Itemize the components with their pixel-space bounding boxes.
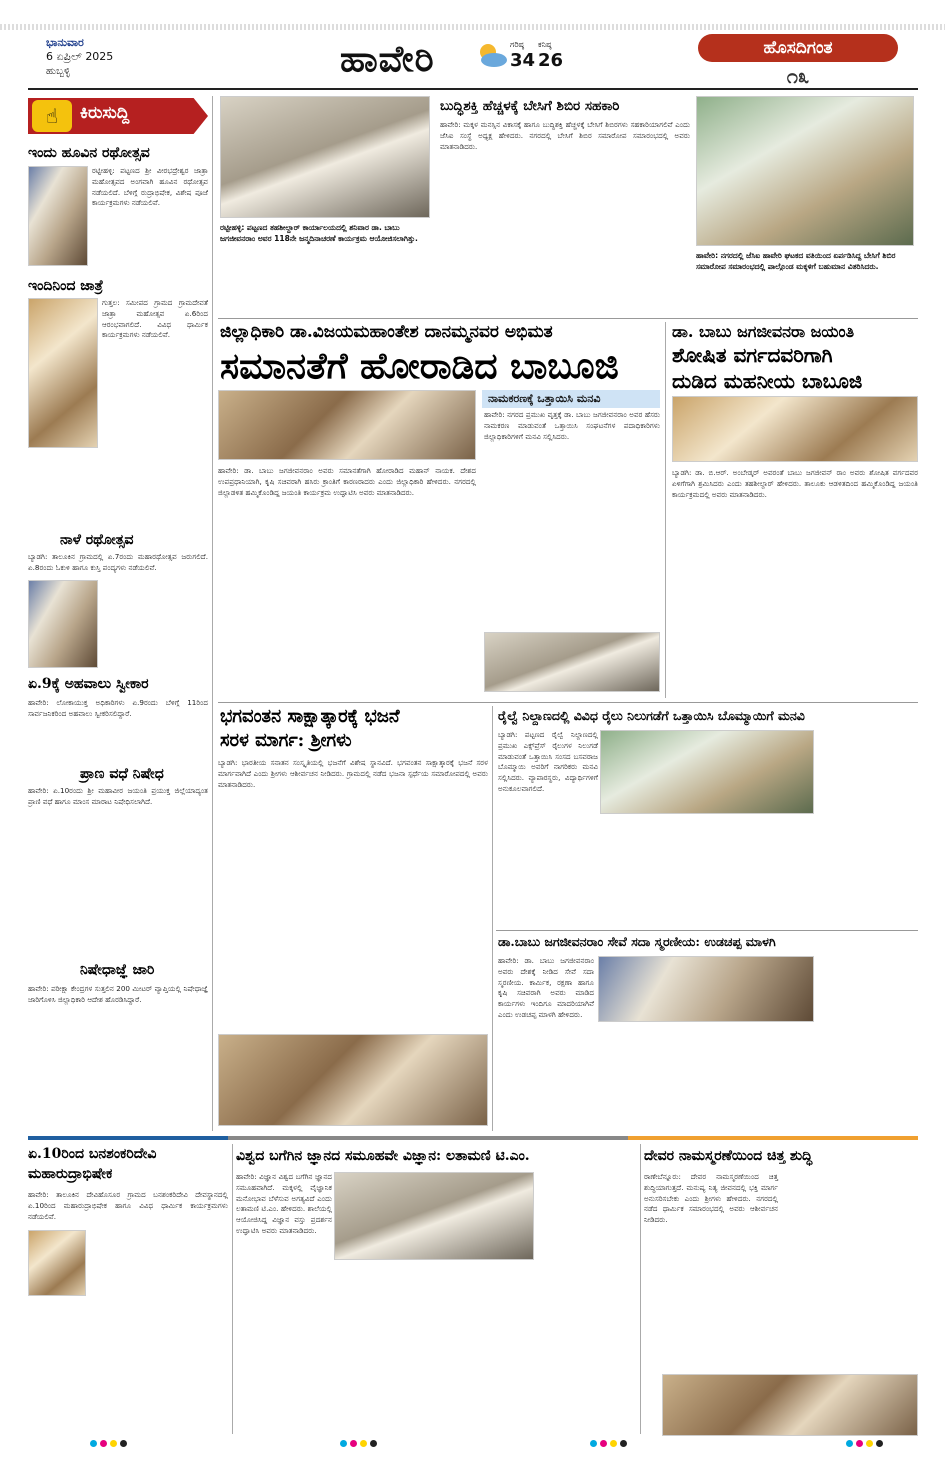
bhajan-headline-2: ಸರಳ ಮಾರ್ಗ: ಶ್ರೀಗಳು [220, 730, 352, 751]
bottom-bar-orange [628, 1136, 918, 1140]
brand-logo [698, 34, 898, 92]
section-rule-3 [496, 930, 918, 931]
section-rule-1 [218, 318, 918, 319]
column-rule-5 [640, 1144, 641, 1434]
railway-headline: ರೈಲ್ವೆ ನಿಲ್ದಾಣದಲ್ಲಿ ವಿವಿಧ ರೈಲು ನಿಲುಗಡೆಗೆ ಒತ್ತಾಯಿಸಿ ಬೊಮ್ಮಾಯಿಗೆ ಮನವಿ [498, 708, 805, 723]
section-rule-2 [218, 702, 918, 703]
namasmarane-photo [662, 1374, 918, 1436]
brief-body-3: ಬ್ಯಾಡಗಿ: ತಾಲೂಕಿನ ಗ್ರಾಮದಲ್ಲಿ ಏ.7ರಂದು ಮಹಾರಥೋತ್ಸವ ಜರುಗಲಿದೆ. ಏ.8ರಂದು ಓಕುಳಿ ಹಾಗೂ ಕುಸ್ತಿ ಪಂದ್ಯಗಳು ನಡೆಯಲಿವೆ. [28, 552, 208, 572]
railway-photo [600, 730, 814, 814]
namasmarane-headline: ದೇವರ ನಾಮಸ್ಮರಣೆಯಿಂದ ಚಿತ್ತ ಶುದ್ಧಿ [644, 1148, 813, 1164]
masthead [0, 0, 945, 92]
main-kicker: ಜಿಲ್ಲಾಧಿಕಾರಿ ಡಾ.ವಿಜಯಮಹಾಂತೇಶ ದಾನಮ್ಮನವರ ಅಭಿಮತ [220, 322, 553, 342]
column-rule-4 [232, 1144, 233, 1434]
brief-body-6: ಹಾವೇರಿ: ಪರೀಕ್ಷಾ ಕೇಂದ್ರಗಳ ಸುತ್ತಲಿನ 200 ಮೀಟರ್ ವ್ಯಾಪ್ತಿಯಲ್ಲಿ ನಿಷೇಧಾಜ್ಞೆ ಜಾರಿಗೊಳಿಸಿ ಜಿಲ್ಲಾಧಿಕಾರಿ ಆದೇಶ ಹೊರಡಿಸಿದ್ದಾರೆ. [28, 984, 208, 1004]
max-temp: 34 [510, 50, 536, 71]
tahsildar-office-photo [220, 96, 430, 218]
edition-title: ಹಾವೇರಿ [340, 38, 435, 80]
udasappa-headline: ಡಾ.ಬಾಬು ಜಗಜೀವನರಾಂ ಸೇವೆ ಸದಾ ಸ್ಮರಣೀಯ: ಉಡಚಪ್ಪ ಮಾಳಗಿ [498, 934, 776, 949]
min-temp-label: ಕನಿಷ್ಠ [538, 40, 552, 49]
jayanti-photo [672, 396, 918, 462]
brief-title-4: ಏ.9ಕ್ಕೆ ಅಹವಾಲು ಸ್ವೀಕಾರ [28, 676, 149, 692]
main-headline: ಸಮಾನತೆಗೆ ಹೋರಾಡಿದ ಬಾಬೂಜಿ [220, 345, 619, 387]
brief-title-1: ಇಂದು ಹೂವಿನ ರಥೋತ್ಸವ [28, 145, 150, 161]
main-body: ಹಾವೇರಿ: ಡಾ. ಬಾಬು ಜಗಜೀವನರಾಂ ಅವರು ಸಮಾನತೆಗಾಗಿ ಹೋರಾಡಿದ ಮಹಾನ್ ನಾಯಕ. ದೇಶದ ಉಪಪ್ರಧಾನಿಯಾಗಿ, ಕೃಷಿ ಸಚಿವರಾಗಿ ಹಸಿರು ಕ್ರಾಂತಿಗೆ ಕಾರಣರಾದರು ಎಂದು ಜಿಲ್ಲಾಧಿಕಾರಿ ಹೇಳಿದರು. ನಗರದಲ್ಲಿ ಜಿಲ್ಲಾಡಳಿತ ಹಮ್ಮಿಕೊಂಡಿದ್ದ ಜಯಂತಿ ಕಾರ್ಯಕ್ರಮ ಉದ್ಘಾಟಿಸಿ ಅವರು ಮಾತನಾಡಿದರು. [218, 466, 476, 497]
registration-marks-2 [340, 1440, 377, 1447]
banashankari-body: ಹಾವೇರಿ: ತಾಲೂಕಿನ ದೇವಿಹೊಸೂರ ಗ್ರಾಮದ ಬನಶಂಕರಿದೇವಿ ದೇವಸ್ಥಾನದಲ್ಲಿ ಏ.10ರಿಂದ ಮಹಾರುದ್ರಾಭಿಷೇಕ ಹಾಗೂ ವಿವಿಧ ಧಾರ್ಮಿಕ ಕಾರ್ಯಕ್ರಮಗಳು ನಡೆಯಲಿವೆ. [28, 1190, 228, 1221]
registration-marks-3 [590, 1440, 627, 1447]
chariot-photo-2 [28, 580, 98, 668]
masthead-stripe [0, 24, 945, 30]
weather-widget [474, 40, 564, 80]
brief-body-1: ರಟ್ಟೀಹಳ್ಳಿ: ಪಟ್ಟಣದ ಶ್ರೀ ವೀರಭದ್ರೇಶ್ವರ ಜಾತ್ರಾ ಮಹೋತ್ಸವದ ಅಂಗವಾಗಿ ಹೂವಿನ ರಥೋತ್ಸವ ನಡೆಯಲಿದೆ. ಬೆಳಿಗ್ಗೆ ರುದ್ರಾಭಿಷೇಕ, ವಿಶೇಷ ಪೂಜೆ ಕಾರ್ಯಕ್ರಮಗಳು ನಡೆಯಲಿವೆ. [92, 166, 208, 208]
udasappa-photo [598, 956, 814, 1022]
tahsildar-caption: ರಟ್ಟೀಹಳ್ಳಿ: ಪಟ್ಟಣದ ತಹಶೀಲ್ದಾರ್ ಕಾರ್ಯಾಲಯದಲ್ಲಿ ಶನಿವಾರ ಡಾ. ಬಾಬು ಜಗಜೀವನರಾಂ ಅವರ 118ನೇ ಜನ್ಮದಿನಾಚರಣೆ ಕಾರ್ಯಕ್ರಮ ಆಯೋಜಿಸಲಾಗಿತ್ತು. [220, 223, 418, 243]
date: 6 ಏಪ್ರಿಲ್ 2025 [46, 50, 114, 63]
brief-title-2: ಇಂದಿನಿಂದ ಜಾತ್ರೆ [28, 278, 104, 294]
kirusuddi-badge [28, 98, 208, 134]
memorandum-photo [484, 632, 660, 692]
bhajan-photo [218, 1034, 488, 1126]
namasmarane-body: ರಾಣೇಬೆನ್ನೂರು: ದೇವರ ನಾಮಸ್ಮರಣೆಯಿಂದ ಚಿತ್ತ ಶುದ್ಧಿಯಾಗುತ್ತದೆ. ಮನುಷ್ಯ ನಿತ್ಯ ಜೀವನದಲ್ಲಿ ಭಕ್ತಿ ಮಾರ್ಗ ಅನುಸರಿಸಬೇಕು ಎಂದು ಶ್ರೀಗಳು ಹೇಳಿದರು. ನಗರದಲ್ಲಿ ನಡೆದ ಧಾರ್ಮಿಕ ಸಮಾರಂಭದಲ್ಲಿ ಅವರು ಆಶೀರ್ವಚನ ನೀಡಿದರು. [644, 1172, 778, 1225]
main-event-photo [218, 390, 476, 460]
cloud-sun-icon [474, 40, 508, 70]
bottom-bar-blue [28, 1136, 228, 1140]
page-number: ೧೩ [786, 64, 810, 88]
summer-camp-photo [696, 96, 914, 246]
registration-marks-1 [90, 1440, 127, 1447]
brief-title-6: ನಿಷೇಧಾಜ್ಞೆ ಜಾರಿ [80, 962, 155, 978]
brief-body-4: ಹಾವೇರಿ: ಲೋಕಾಯುಕ್ತ ಅಧಿಕಾರಿಗಳು ಏ.9ರಂದು ಬೆಳಿಗ್ಗೆ 11ರಿಂದ ಸಾರ್ವಜನಿಕರಿಂದ ಅಹವಾಲು ಸ್ವೀಕರಿಸಲಿದ್ದಾರೆ. [28, 698, 208, 718]
memorandum-subhead: ನಾಮಕರಣಕ್ಕೆ ಒತ್ತಾಯಿಸಿ ಮನವಿ [482, 390, 660, 408]
bhajan-body: ಬ್ಯಾಡಗಿ: ಭಾರತೀಯ ಸನಾತನ ಸಂಸ್ಕೃತಿಯಲ್ಲಿ ಭಜನೆಗೆ ವಿಶೇಷ ಸ್ಥಾನವಿದೆ. ಭಗವಂತನ ಸಾಕ್ಷಾತ್ಕಾರಕ್ಕೆ ಭಜನೆ ಸರಳ ಮಾರ್ಗವಾಗಿದೆ ಎಂದು ಶ್ರೀಗಳು ಆಶೀರ್ವಚನ ನೀಡಿದರು. ಗ್ರಾಮದಲ್ಲಿ ನಡೆದ ಭಜನಾ ಸ್ಪರ್ಧೆಯ ಸಮಾರೋಪದಲ್ಲಿ ಅವರು ಮಾತನಾಡಿದರು. [218, 758, 488, 789]
brief-title-3: ನಾಳೆ ರಥೋತ್ಸವ [60, 532, 134, 548]
chariot-photo [28, 166, 88, 266]
brand-name: ಹೊಸದಿಗಂತ [698, 34, 898, 62]
science-body: ಹಾವೇರಿ: ವಿಜ್ಞಾನ ವಿಶ್ವದ ಬಗೆಗಿನ ಜ್ಞಾನದ ಸಮೂಹವಾಗಿದೆ. ಮಕ್ಕಳಲ್ಲಿ ವೈಜ್ಞಾನಿಕ ಮನೋಭಾವ ಬೆಳೆಸುವ ಅಗತ್ಯವಿದೆ ಎಂದು ಲತಾಮಣಿ ಟಿ.ಎಂ. ಹೇಳಿದರು. ಶಾಲೆಯಲ್ಲಿ ಆಯೋಜಿಸಿದ್ದ ವಿಜ್ಞಾನ ವಸ್ತು ಪ್ರದರ್ಶನ ಉದ್ಘಾಟಿಸಿ ಅವರು ಮಾತನಾಡಿದರು. [236, 1172, 332, 1235]
right-headline-2: ಶೋಷಿತ ವರ್ಗದವರಿಗಾಗಿ [672, 343, 833, 367]
city: ಹುಬ್ಬಳ್ಳಿ [46, 66, 71, 77]
memorandum-body: ಹಾವೇರಿ: ನಗರದ ಪ್ರಮುಖ ವೃತ್ತಕ್ಕೆ ಡಾ. ಬಾಬು ಜಗಜೀವನರಾಂ ಅವರ ಹೆಸರು ನಾಮಕರಣ ಮಾಡುವಂತೆ ಒತ್ತಾಯಿಸಿ ಸಂಘಟನೆಗಳ ಪದಾಧಿಕಾರಿಗಳು ಜಿಲ್ಲಾಧಿಕಾರಿಗಳಿಗೆ ಮನವಿ ಸಲ್ಲಿಸಿದರು. [484, 410, 660, 441]
goddess-photo [28, 1230, 86, 1296]
masthead-rule [28, 88, 918, 90]
science-headline: ವಿಶ್ವದ ಬಗೆಗಿನ ಜ್ಞಾನದ ಸಮೂಹವೇ ವಿಜ್ಞಾನ: ಲತಾಮಣಿ ಟಿ.ಎಂ. [236, 1148, 530, 1164]
column-rule-2 [665, 322, 666, 698]
railway-body-cont [818, 730, 918, 926]
right-body: ಬ್ಯಾಡಗಿ: ಡಾ. ಬಿ.ಆರ್. ಅಂಬೇಡ್ಕರ್ ಅವರಂತೆ ಬಾಬು ಜಗಜೀವನ್ ರಾಂ ಅವರು ಶೋಷಿತ ವರ್ಗದವರ ಏಳಿಗೆಗಾಗಿ ಶ್ರಮಿಸಿದರು ಎಂದು ತಹಶೀಲ್ದಾರ್ ಹೇಳಿದರು. ತಾಲೂಕು ಆಡಳಿತದಿಂದ ಹಮ್ಮಿಕೊಂಡಿದ್ದ ಜಯಂತಿ ಕಾರ್ಯಕ್ರಮದಲ್ಲಿ ಅವರು ಮಾತನಾಡಿದರು. [672, 468, 918, 499]
kirusuddi-label: ಕಿರುಸುದ್ದಿ [80, 103, 130, 123]
column-rule-3 [492, 706, 493, 1131]
camp-headline: ಬುದ್ಧಿಶಕ್ತಿ ಹೆಚ್ಚಳಕ್ಕೆ ಬೇಸಿಗೆ ಶಿಬಿರ ಸಹಕಾರಿ [440, 98, 620, 114]
banashankari-headline-2: ಮಹಾರುದ್ರಾಭಿಷೇಕ [28, 1166, 113, 1182]
registration-marks-4 [846, 1440, 883, 1447]
camp-caption: ಹಾವೇರಿ: ನಗರದಲ್ಲಿ ಜೆಸಿಐ ಹಾವೇರಿ ಘಟಕದ ವತಿಯಿಂದ ಏರ್ಪಡಿಸಿದ್ದ ಬೇಸಿಗೆ ಶಿಬಿರ ಸಮಾರೋಪ ಸಮಾರಂಭದಲ್ಲಿ ಪಾಲ್ಗೊಂಡ ಮಕ್ಕಳಿಗೆ ಬಹುಮಾನ ವಿತರಿಸಿದರು. [696, 251, 896, 271]
bottom-bar-grey [228, 1136, 628, 1140]
min-temp: 26 [538, 50, 564, 71]
deity-photo [28, 298, 98, 448]
science-photo [334, 1172, 534, 1260]
camp-body: ಹಾವೇರಿ: ಮಕ್ಕಳ ಮನಸ್ಸಿನ ವಿಕಾಸಕ್ಕೆ ಹಾಗೂ ಬುದ್ಧಿಶಕ್ತಿ ಹೆಚ್ಚಳಕ್ಕೆ ಬೇಸಿಗೆ ಶಿಬಿರಗಳು ಸಹಕಾರಿಯಾಗಲಿವೆ ಎಂದು ಜೆಸಿಐ ಸಂಸ್ಥೆ ಅಧ್ಯಕ್ಷ ಹೇಳಿದರು. ನಗರದಲ್ಲಿ ಬೇಸಿಗೆ ಶಿಬಿರ ಸಮಾರೋಪ ಸಮಾರಂಭದಲ್ಲಿ ಅವರು ಮಾತನಾಡಿದರು. [440, 120, 690, 151]
railway-body: ಬ್ಯಾಡಗಿ: ಪಟ್ಟಣದ ರೈಲ್ವೆ ನಿಲ್ದಾಣದಲ್ಲಿ ಪ್ರಮುಖ ಎಕ್ಸ್‌ಪ್ರೆಸ್ ರೈಲುಗಳ ನಿಲುಗಡೆ ಮಾಡುವಂತೆ ಒತ್ತಾಯಿಸಿ ಸಂಸದ ಬಸವರಾಜ ಬೊಮ್ಮಾಯಿ ಅವರಿಗೆ ನಾಗರಿಕರು ಮನವಿ ಸಲ್ಲಿಸಿದರು. ವ್ಯಾಪಾರಸ್ಥರು, ವಿದ್ಯಾರ್ಥಿಗಳಿಗೆ ಅನುಕೂಲವಾಗಲಿದೆ. [498, 730, 598, 793]
weekday: ಭಾನುವಾರ [46, 36, 84, 49]
max-temp-label: ಗರಿಷ್ಠ [510, 40, 524, 49]
bhajan-headline-1: ಭಗವಂತನ ಸಾಕ್ಷಾತ್ಕಾರಕ್ಕೆ ಭಜನೆ [220, 706, 400, 727]
date-block [46, 36, 113, 64]
right-headline-1: ಡಾ. ಬಾಬು ಜಗಜೀವನರಾ ಜಯಂತಿ [672, 322, 855, 341]
brief-body-2: ಗುತ್ತಲ: ಸಮೀಪದ ಗ್ರಾಮದ ಗ್ರಾಮದೇವತೆ ಜಾತ್ರಾ ಮಹೋತ್ಸವ ಏ.6ರಿಂದ ಆರಂಭವಾಗಲಿದೆ. ವಿವಿಧ ಧಾರ್ಮಿಕ ಕಾರ್ಯಕ್ರಮಗಳು ನಡೆಯಲಿವೆ. [102, 298, 208, 340]
pointing-hand-icon: ☝ [32, 100, 72, 132]
column-rule-1 [212, 96, 213, 1131]
brief-body-5: ಹಾವೇರಿ: ಏ.10ರಂದು ಶ್ರೀ ಮಹಾವೀರ ಜಯಂತಿ ಪ್ರಯುಕ್ತ ಜಿಲ್ಲೆಯಾದ್ಯಂತ ಪ್ರಾಣಿ ವಧೆ ಹಾಗೂ ಮಾಂಸ ಮಾರಾಟ ನಿಷೇಧಿಸಲಾಗಿದೆ. [28, 786, 208, 806]
brief-title-5: ಪ್ರಾಣ ವಧೆ ನಿಷೇಧ [80, 766, 164, 782]
banashankari-headline-1: ಏ.10ರಿಂದ ಬನಶಂಕರಿದೇವಿ [28, 1146, 157, 1162]
right-headline-3: ದುಡಿದ ಮಹನೀಯ ಬಾಬೂಜಿ [672, 369, 863, 393]
udasappa-body: ಹಾವೇರಿ: ಡಾ. ಬಾಬು ಜಗಜೀವನರಾಂ ಅವರು ದೇಶಕ್ಕೆ ನೀಡಿದ ಸೇವೆ ಸದಾ ಸ್ಮರಣೀಯ. ಕಾರ್ಮಿಕ, ರಕ್ಷಣಾ ಹಾಗೂ ಕೃಷಿ ಸಚಿವರಾಗಿ ಅವರು ಮಾಡಿದ ಕಾರ್ಯಗಳು ಇಂದಿಗೂ ಮಾದರಿಯಾಗಿವೆ ಎಂದು ಉಡಚಪ್ಪ ಮಾಳಗಿ ಹೇಳಿದರು. [498, 956, 594, 1019]
